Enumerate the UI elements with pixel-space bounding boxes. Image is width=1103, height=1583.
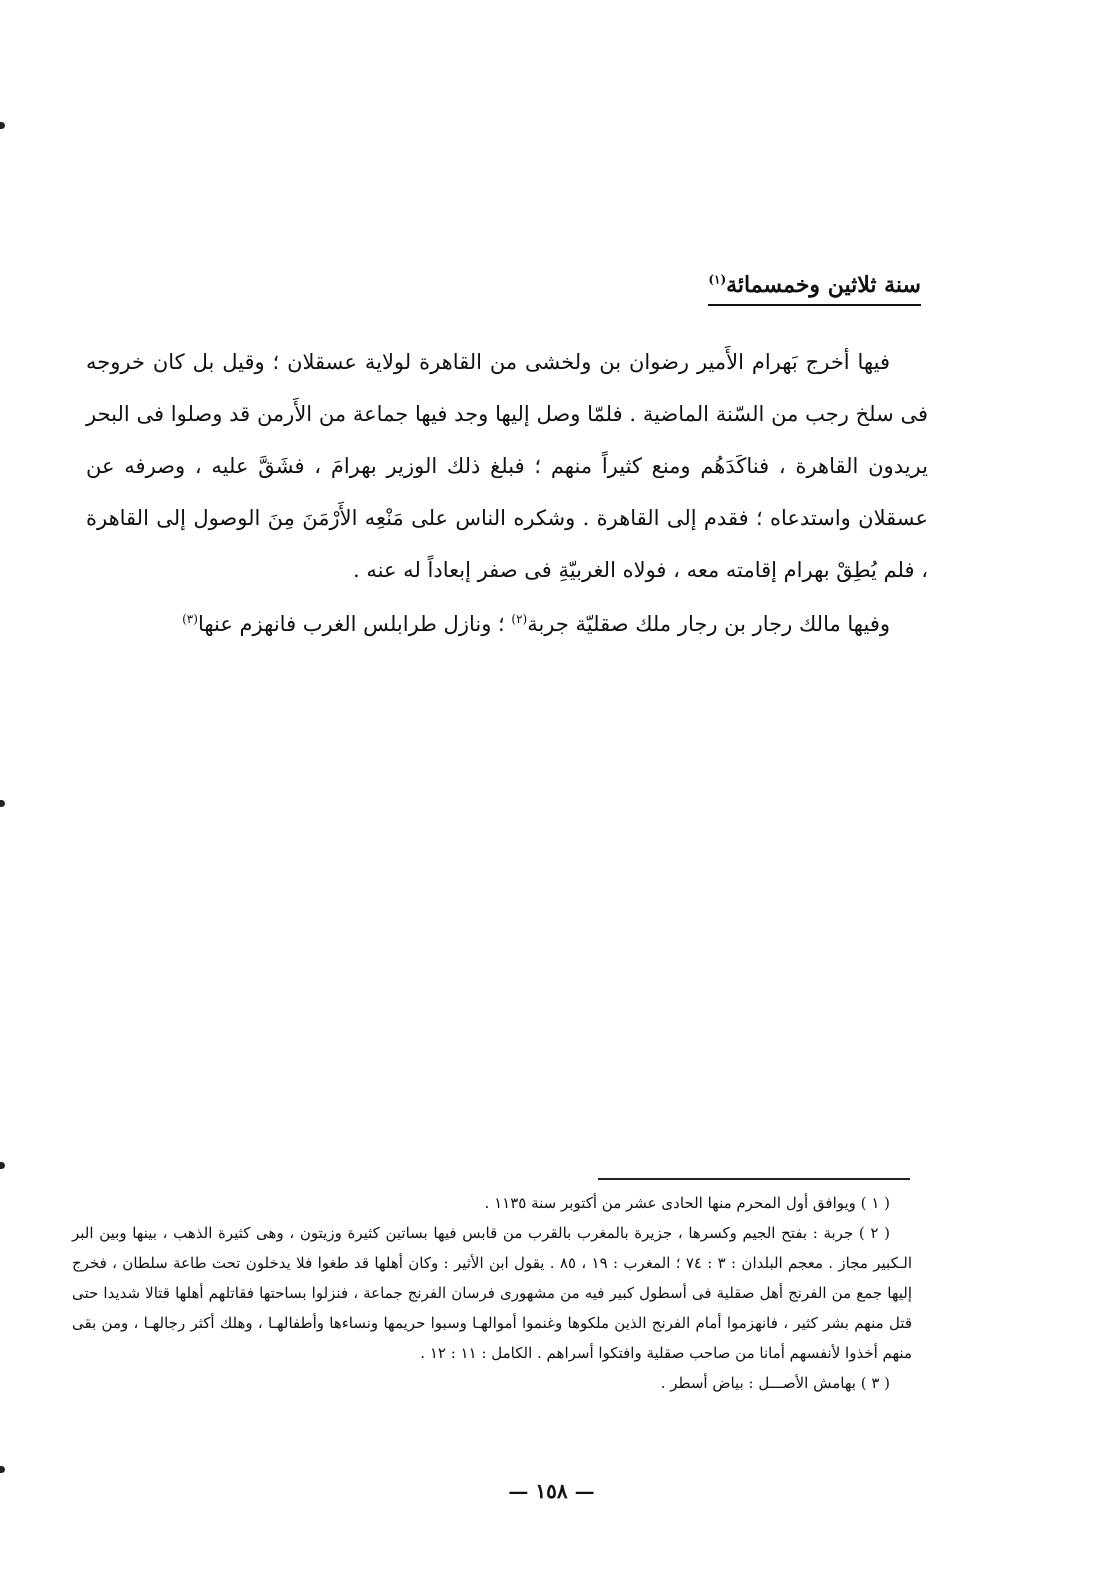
section-heading-text: سنة ثلاثين وخمسمائة: [726, 272, 921, 298]
footnote-ref: (٢): [511, 612, 528, 626]
footnote-divider: [598, 1178, 910, 1180]
footnote-ref: (٣): [182, 612, 198, 626]
paragraph: فيها أخرج بَهرام الأَمير رضوان بن ولخشى من القاهرة لولاية عسقلان ؛ وقيل بل كان خروجه فى سلخ رجب من السّنة الماضية . فلمّا وصل إليها وجد فيها جماعة من الأَرمن قد وصلوا فى البحر يريدون القاهرة ، فناكَدَهُم ومنع كثيراً منهم ؛ فبلغ ذلك الوزير بهرامَ ، فشَقَّ عليه ، وصرفه عن عسقلان واستدعاه ؛ فقدم إلى القاهرة . وشكره الناس على مَنْعِه الأَرْمَنَ مِنَ الوصول إلى القاهرة ، فلم يُطِقْ بهرام إقامته معه ، فولاه الغربيّةِ فى صفر إبعاداً له عنه .: [86, 350, 928, 582]
footnote: ( ٢ ) جربة : بفتح الجيم وكسرها ، جزيرة بالمغرب بالقرب من قابس فيها بساتين كثيرة وزيتون ، وهى كثيرة الذهب ، بينها وبين البر الـكبير مجاز . معجم البلدان : ٣ : ٧٤ ؛ المغرب : ١٩ ، ٨٥ . يقول ابن الأثير : وكان أهلها قد طغوا فلا يدخلون تحت طاعة سلطان ، فخرج إليها جمع من الفرنج أهل صقلية فى أسطول كبير فيه من مشهورى فرسان الفرنج جماعة ، فنزلوا بساحتها فقاتلهم أهلها قتالا شديدا حتى قتل منهم بشر كثير ، فانهزموا أمام الفرنج الذين ملكوها وغنموا أموالهـا وسبوا حريمها ونساءها وأطفالهـا ، وهلك أكثر رجالهـا ، ومن بقى منهم أخذوا لأنفسهم أمانا من صاحب صقلية وافتكوا أسراهم . الكامل : ١١ : ١٢ .: [72, 1224, 912, 1362]
paragraph: [86, 598, 928, 650]
scan-edge-mark: [0, 1466, 5, 1473]
footnote-ref: (١): [708, 272, 727, 287]
scan-edge-mark: [0, 122, 5, 129]
section-heading: [708, 268, 921, 306]
paragraph-text: وفيها مالك رجار بن رجار ملك صقليّة جربة: [527, 612, 890, 636]
scan-edge-mark: [0, 1162, 5, 1169]
footnote: ( ١ ) ويوافق أول المحرم منها الحادى عشر من أكتوبر سنة ١١٣٥ .: [484, 1194, 890, 1212]
page-number: — ١٥٨ —: [508, 1479, 595, 1503]
main-text: [86, 336, 928, 650]
footnotes: [72, 1188, 912, 1398]
paragraph-text: ؛ ونازل طرابلس الغرب فانهزم عنها: [197, 612, 512, 636]
scan-edge-mark: [0, 800, 5, 807]
footnote: ( ٣ ) بهامش الأصـــل : بياض أسطر .: [660, 1374, 890, 1392]
